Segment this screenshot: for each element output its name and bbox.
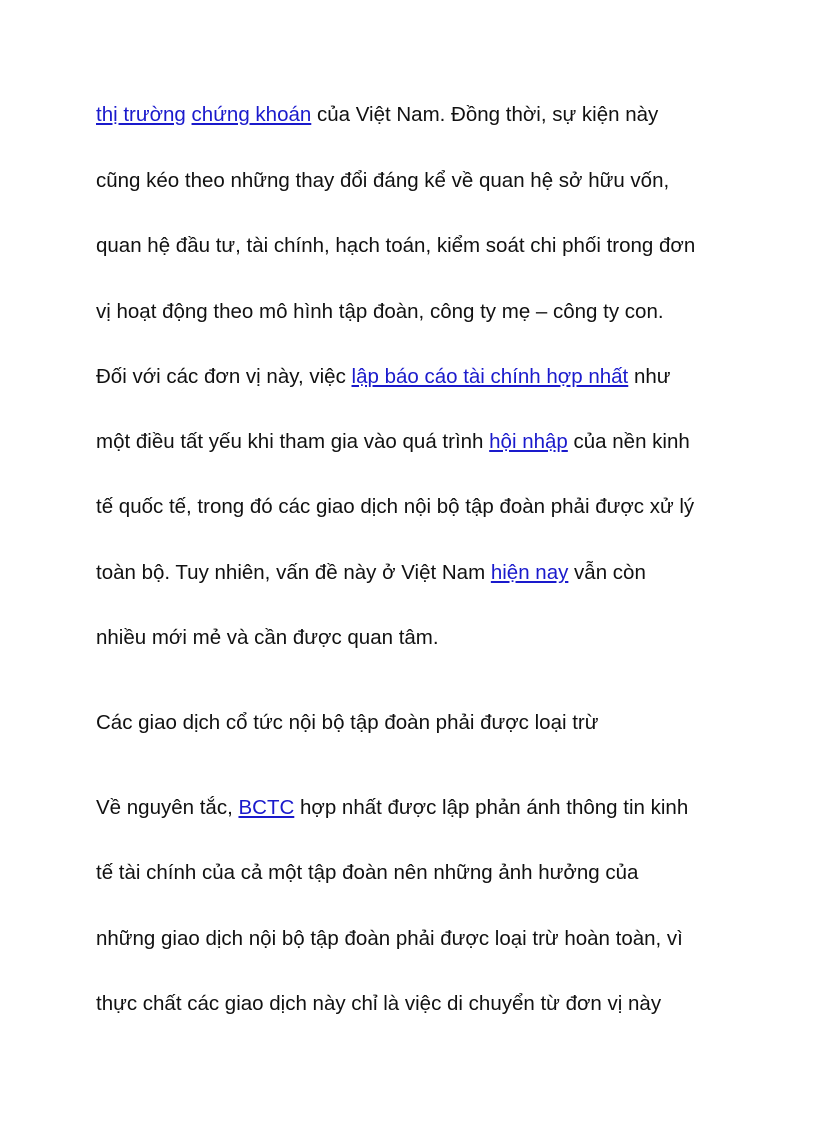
text-segment: toàn bộ. Tuy nhiên, vấn đề này ở Việt Nam — [96, 561, 491, 584]
paragraph-2-line-3: những giao dịch nội bộ tập đoàn phải được loại trừ hoàn toàn, vì — [96, 927, 683, 950]
text-segment: Đối với các đơn vị này, việc — [96, 365, 352, 388]
text-segment: hợp nhất được lập phản ánh thông tin kinh — [294, 796, 689, 819]
paragraph-1-line-9: nhiều mới mẻ và cần được quan tâm. — [96, 626, 439, 649]
link-thi-truong[interactable]: thị trường — [96, 103, 186, 126]
link-hien-nay[interactable]: hiện nay — [490, 561, 569, 584]
paragraph-1-line-8 — [96, 560, 646, 586]
link-lap-bao-cao-tai-chinh-hop-nhat[interactable]: lập báo cáo tài chính hợp nhất — [351, 365, 629, 388]
paragraph-1-line-5 — [96, 364, 670, 390]
text-segment: của Việt Nam. Đồng thời, sự kiện này — [311, 103, 659, 126]
link-chung-khoan[interactable]: chứng khoán — [191, 103, 312, 126]
paragraph-1-line-6 — [96, 429, 690, 455]
paragraph-1-line-3: quan hệ đầu tư, tài chính, hạch toán, kiểm soát chi phối trong đơn — [96, 234, 696, 257]
paragraph-2-line-4: thực chất các giao dịch này chỉ là việc di chuyển từ đơn vị này — [96, 992, 662, 1015]
link-hoi-nhap[interactable]: hội nhập — [489, 430, 568, 453]
text-segment: Về nguyên tắc, — [96, 796, 239, 819]
section-heading: Các giao dịch cổ tức nội bộ tập đoàn phải được loại trừ — [96, 711, 599, 734]
text-segment: một điều tất yếu khi tham gia vào quá trình — [96, 430, 490, 453]
text-segment: như — [628, 365, 671, 388]
link-bctc[interactable]: BCTC — [238, 796, 295, 819]
paragraph-2-line-1 — [96, 795, 688, 821]
paragraph-1-line-2: cũng kéo theo những thay đổi đáng kể về quan hệ sở hữu vốn, — [96, 169, 670, 192]
paragraph-1-line-7: tế quốc tế, trong đó các giao dịch nội bộ tập đoàn phải được xử lý — [96, 495, 695, 518]
paragraph-1-line-1 — [96, 102, 658, 128]
text-segment: của nền kinh — [567, 430, 690, 453]
paragraph-2-line-2: tế tài chính của cả một tập đoàn nên những ảnh hưởng của — [96, 861, 639, 884]
text-segment: vẫn còn — [568, 561, 646, 584]
paragraph-1-line-4: vị hoạt động theo mô hình tập đoàn, công ty mẹ – công ty con. — [96, 300, 664, 323]
